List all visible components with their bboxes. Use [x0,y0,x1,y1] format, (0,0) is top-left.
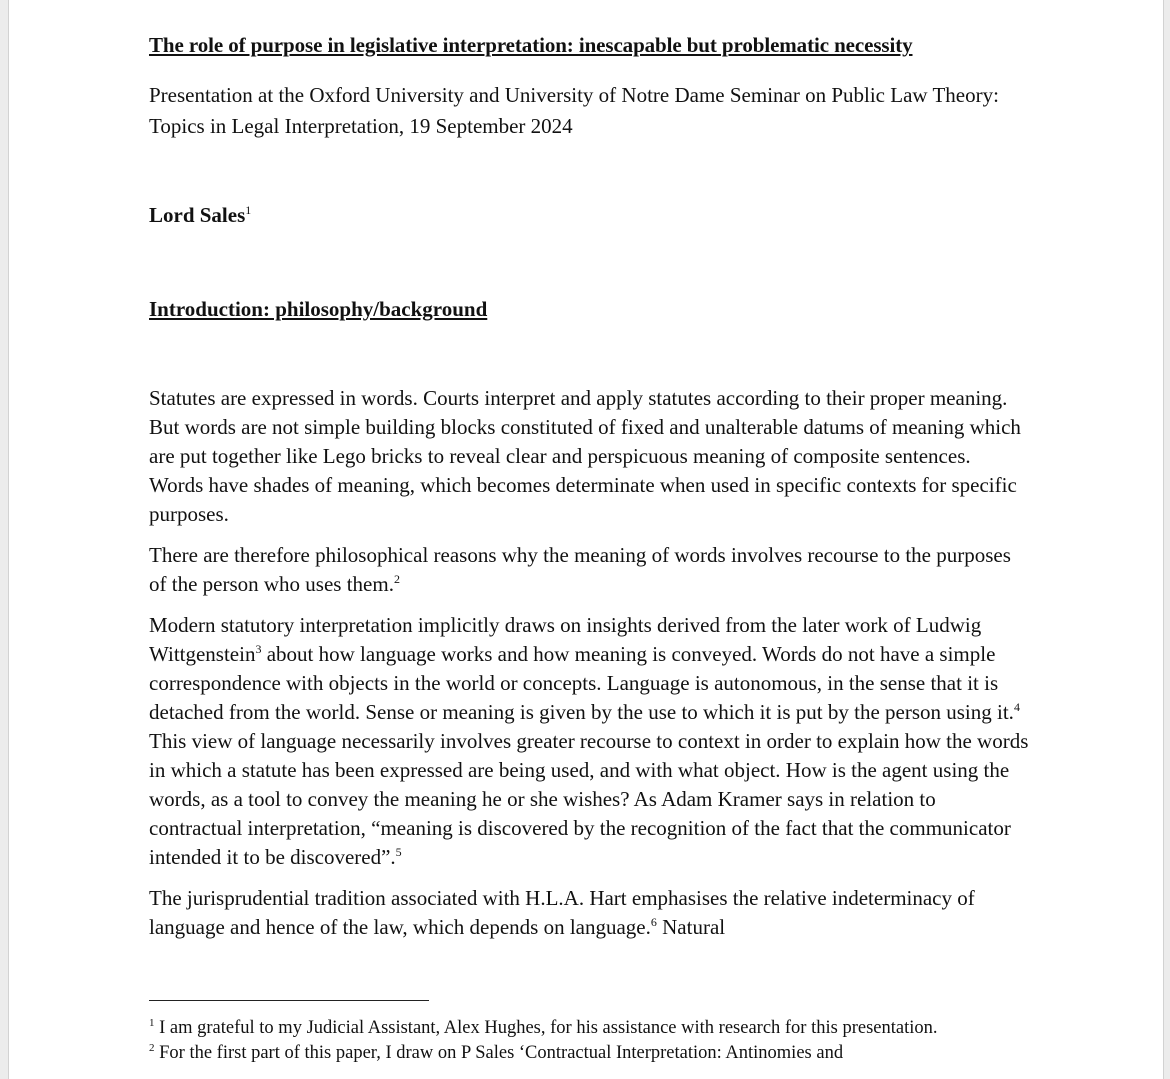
footnote-ref: 5 [395,845,402,859]
footnotes [149,1016,1029,1066]
footnote-ref: 3 [255,642,262,656]
body-paragraph [149,884,1029,942]
document-page [8,0,1164,1079]
footnote-number: 1 [149,1016,155,1029]
author-line [149,203,251,228]
footnote [149,1016,1029,1041]
footnote [149,1041,1029,1066]
document-title: The role of purpose in legislative interpretation: inescapable but problematic necessity [149,33,913,57]
author-name: Lord Sales [149,203,246,227]
document-subtitle: Presentation at the Oxford University and University of Notre Dame Seminar on Public Law Theory: Topics in Legal Interpretation, 19 September 2024 [149,83,999,138]
body-paragraph [149,611,1029,872]
body-paragraph [149,384,1029,529]
footnote-text: For the first part of this paper, I draw on P Sales ‘Contractual Interpretation: Antinomies and [154,1043,844,1063]
paragraph-text: This view of language necessarily involves greater recourse to context in order to explain how the words in which a statute has been expressed are being used, and with what object. How is the agent using the words, as a tool to convey the meaning he or she wishes? As Adam Kramer says in relation to contractual interpretation, “meaning is discovered by the recognition of the fact that the communicator intended it to be discovered”. [149,729,1029,869]
paragraph-text: Statutes are expressed in words. Courts interpret and apply statutes according to their proper meaning. But words are not simple building blocks constituted of fixed and unalterable datums of meaning which are put together like Lego bricks to reveal clear and perspicuous meaning of composite sentences. Words have shades of meaning, which becomes determinate when used in specific contexts for specific purposes. [149,386,1021,526]
author-footnote-ref: 1 [245,203,252,217]
footnote-number: 2 [149,1041,155,1054]
footnote-separator [149,1000,429,1001]
paragraph-text: Natural [656,915,726,939]
paragraph-text: about how language works and how meaning is conveyed. Words do not have a simple correspondence with objects in the world or concepts. Language is autonomous, in the sense that it is detached from the world. Sense or meaning is given by the use to which it is put by the person using it. [149,642,1014,724]
footnote-ref: 2 [393,572,400,586]
body-paragraph [149,541,1029,599]
footnote-text: I am grateful to my Judicial Assistant, Alex Hughes, for his assistance with research for this presentation. [154,1018,938,1038]
footnote-ref: 6 [650,915,657,929]
footnote-ref: 4 [1013,700,1020,714]
body-text [149,384,1029,954]
paragraph-text: There are therefore philosophical reasons why the meaning of words involves recourse to the purposes of the person who uses them. [149,543,1011,596]
section-heading: Introduction: philosophy/background [149,297,488,321]
paragraph-text: The jurisprudential tradition associated with H.L.A. Hart emphasises the relative indeterminacy of language and hence of the law, which depends on language. [149,886,975,939]
paragraph-text: Modern statutory interpretation implicitly draws on insights derived from the later work of Ludwig Wittgenstein [149,613,982,666]
